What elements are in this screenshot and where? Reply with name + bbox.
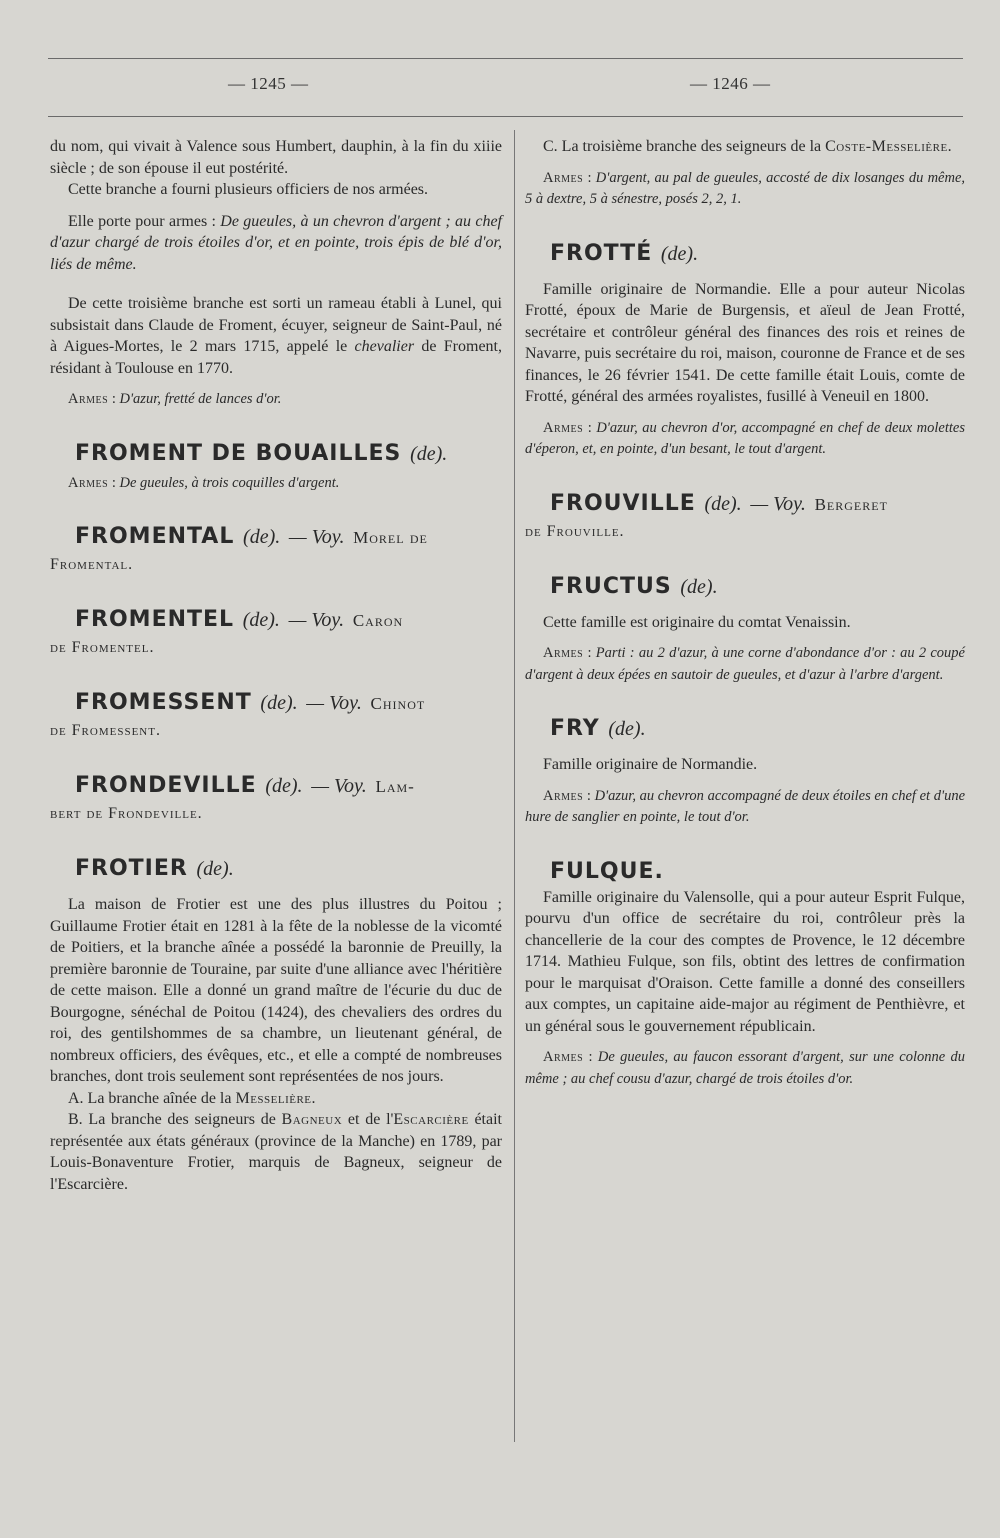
entry-particle: (de). [660, 242, 699, 265]
cross-reference: — Voy. [288, 609, 345, 631]
entry-particle: (de). [196, 858, 234, 880]
cross-reference: — Voy. [750, 492, 806, 515]
entry-particle: (de). [260, 692, 298, 714]
blazon-text: D'azur, au chevron d'or, accompagné en chef de deux molettes d'éperon, et, en pointe, d'un besant, le tout d'argent. [525, 419, 966, 457]
cross-reference: de Fromessent. [50, 722, 161, 739]
cross-reference: Fromental. [50, 556, 134, 573]
text: était représentée aux états généraux (province de la Manche) en 1789, par Louis-Bonaventure Frotier, marquis de Bagneux, seigneur de l'Escarcière. [50, 1111, 502, 1193]
armes-entry: Armes : D'argent, au pal de gueules, accosté de dix losanges du même, 5 à dextre, 5 à sénestre, posés 2, 2, 1. [525, 169, 966, 207]
left-column [50, 136, 502, 1195]
armes-entry: Armes : D'azur, au chevron d'or, accompagné en chef de deux molettes d'éperon, et, en pointe, d'un besant, le tout d'argent. [525, 419, 966, 457]
armes-label: Armes [68, 474, 109, 491]
armes-entry: Armes : De gueules, au faucon essorant d'argent, sur une colonne du même ; au chef cousu d'azur, chargé de trois étoiles d'or. [525, 1049, 965, 1087]
cross-reference: Caron [352, 611, 404, 630]
paragraph: Cette famille est originaire du comtat Venaissin. [543, 613, 851, 631]
text: C. La troisième branche des seigneurs de la [543, 138, 826, 155]
blazon-text: De gueules, au faucon essorant d'argent, sur une colonne du même ; au chef cousu d'azur, chargé de trois étoiles d'or. [525, 1049, 965, 1087]
right-page-number: — 1246 — [690, 74, 771, 93]
paragraph: Famille originaire du Valensolle, qui a pour auteur Esprit Fulque, pourvu d'un office de secrétaire du roi, contrôleur près la chancellerie de la cour des comptes de Provence, le 12 décembre 1714. Mathieu Fulque, son fils, obtint des lettres de confirmation pour le marquisat d'Oraison. Cette famille a donné des conseillers aux comptes, un capitaine aide-major au régiment de Penthièvre, et un général sous le gouvernement républicain. [525, 888, 965, 1035]
entry-name: FROMESSENT [75, 690, 252, 715]
cross-reference: — Voy. [311, 775, 367, 797]
entry-heading [525, 239, 965, 269]
paragraph: Famille originaire de Normandie. Elle a pour auteur Nicolas Frotté, époux de Marie de Burgensis, et aïeul de Jean Frotté, secrétaire et contrôleur général des finances des rois et reines de Navarre, puis secrétaire du roi, maison, couronne de France et de ses finances, le 26 février 1541. De cette famille était Louis, comte de Frotté, général des armées royalistes, fusillé à Veneuil en 1800. [525, 280, 965, 405]
entry-heading [50, 439, 502, 469]
text: de Froment, résidant à Toulouse en 1770. [50, 338, 502, 377]
armes-label: Armes [543, 1049, 584, 1065]
paragraph [50, 211, 502, 276]
entry-name: FROTTÉ [550, 240, 653, 266]
entry-particle: (de). [242, 609, 280, 631]
entry-name: FROMENTEL [75, 607, 235, 632]
header-rule [48, 116, 963, 117]
entry-heading [50, 854, 502, 884]
paragraph [50, 293, 502, 379]
cross-reference: de Frouville. [525, 522, 625, 540]
entry-particle: (de). [410, 442, 448, 465]
armes-entry: Armes : D'azur, au chevron accompagné de deux étoiles en chef et d'une hure de sanglier en pointe, le tout d'or. [525, 787, 966, 825]
entry-particle: (de). [608, 718, 646, 740]
paragraph [50, 1109, 502, 1195]
paragraph: Cette branche a fourni plusieurs officiers de nos armées. [68, 181, 429, 198]
entry-heading [50, 605, 502, 636]
blazon-text: De gueules, à un chevron d'argent ; au chef d'azur chargé de trois étoiles d'or, et en pointe, trois épis de blé d'or, liés de même. [50, 212, 503, 273]
text: Messelière. [235, 1089, 317, 1107]
left-page-number: — 1245 — [228, 74, 309, 93]
cross-reference: — Voy. [306, 692, 362, 714]
armes-label: Armes [543, 419, 584, 436]
right-column [525, 136, 965, 1090]
cross-reference: de Fromentel. [50, 639, 155, 656]
entry-particle: (de). [680, 575, 718, 598]
text: et de l' [342, 1111, 394, 1128]
entry-name: FRY [550, 716, 600, 741]
entry-heading [525, 857, 965, 887]
cross-reference: — Voy. [288, 526, 345, 548]
cross-reference: Lam- [375, 777, 415, 796]
paragraph [50, 1088, 502, 1110]
entry-name: FRONDEVILLE [75, 773, 257, 798]
paragraph: du nom, qui vivait à Valence sous Humbert, dauphin, à la fin du xiiie siècle ; de son épouse il eut postérité. [50, 138, 502, 177]
entry-name: FULQUE. [550, 858, 664, 884]
entry-name: FROMENT DE BOUAILLES [75, 440, 402, 466]
paragraph: La maison de Frotier est une des plus illustres du Poitou ; Guillaume Frotier était en 1281 à la fête de la noblesse de la vicomté de Poitiers, et la branche aînée a possédé la baronnie de Preuilly, la première baronnie de Touraine, par suite d'une alliance avec l'héritière de cette maison. Elle a donné un grand maître de l'écurie du duc de Bourgogne, sénéchal de Poitou (1424), des chevaliers des ordres du roi, des gentilshommes de sa chambre, un lieutenant général, de nombreux officiers, des évêques, etc., et elle a compté de nombreuses branches, dont trois seulement sont représentées de nos jours. [50, 896, 502, 1085]
text: De cette troisième branche est sorti un rameau établi à Lunel, qui subsistait dans Claude de Froment, écuyer, seigneur de Saint-Paul, né à Aigues-Mortes, le 2 mars 1715, appelé le [50, 295, 502, 355]
paragraph: Famille originaire de Normandie. [543, 756, 758, 773]
blazon-text: D'azur, au chevron accompagné de deux étoiles en chef et d'une hure de sanglier en pointe, le tout d'or. [525, 787, 966, 825]
top-rule [48, 58, 963, 59]
entry-heading [525, 572, 965, 602]
cross-reference: Chinot [370, 694, 426, 713]
armes-entry: Armes : Parti : au 2 d'azur, à une corne d'abondance d'or : au 2 coupé d'argent à deux épées en sautoir de gueules, et d'azur à l'arbre d'argent. [525, 645, 965, 683]
column-divider [514, 130, 515, 1442]
entry-particle: (de). [265, 775, 303, 797]
text: Coste-Messelière. [825, 138, 953, 155]
text: Escarcière [393, 1111, 469, 1128]
text: A. La branche aînée de la [68, 1089, 236, 1107]
armes-label: Armes [543, 169, 584, 186]
cross-reference: Morel de [353, 528, 428, 547]
armes-label: Armes [543, 787, 584, 804]
armes-label: Armes [543, 645, 584, 661]
armes-label: Armes [68, 391, 109, 407]
entry-heading [525, 489, 965, 520]
entry-heading [50, 522, 502, 553]
cross-reference: Bergeret [814, 494, 888, 514]
entry-name: FROTIER [75, 856, 188, 881]
cross-reference: bert de Frondeville. [50, 805, 203, 822]
entry-heading [50, 688, 502, 719]
text: B. La branche des seigneurs de [68, 1111, 282, 1128]
entry-heading [50, 771, 502, 802]
entry-name: FRUCTUS [550, 573, 672, 599]
blazon-text: D'azur, fretté de lances d'or. [119, 391, 282, 407]
armes-entry: Armes : D'azur, fretté de lances d'or. [68, 391, 282, 407]
paragraph [525, 136, 965, 158]
entry-heading [525, 714, 965, 744]
entry-particle: (de). [243, 526, 281, 548]
text: Bagneux [281, 1111, 343, 1128]
entry-name: FROMENTAL [75, 524, 235, 549]
text: Elle porte pour armes : [68, 212, 221, 230]
entry-particle: (de). [704, 492, 742, 515]
blazon-text: Parti : au 2 d'azur, à une corne d'abondance d'or : au 2 coupé d'argent à deux épées en sautoir de gueules, et d'azur à l'arbre d'argent. [525, 645, 965, 683]
text: chevalier [354, 338, 415, 355]
entry-name: FROUVILLE [550, 490, 696, 516]
blazon-text: De gueules, à trois coquilles d'argent. [119, 474, 340, 491]
armes-entry: Armes : De gueules, à trois coquilles d'argent. [68, 474, 340, 491]
blazon-text: D'argent, au pal de gueules, accosté de dix losanges du même, 5 à dextre, 5 à sénestre, posés 2, 2, 1. [525, 169, 966, 207]
